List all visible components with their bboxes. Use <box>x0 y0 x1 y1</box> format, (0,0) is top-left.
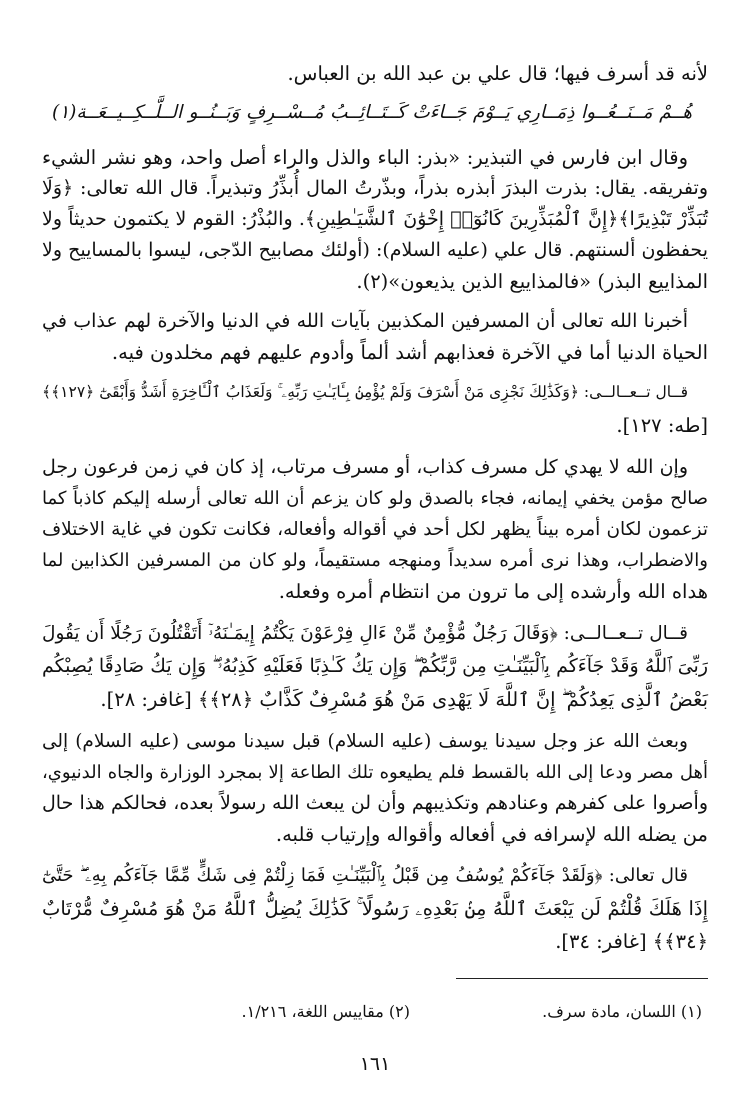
text-line: أهل مصر ودعا إلى الله بالقسط فلم يطيعوه تلك الطاعة إلا بمجرد الوزارة والجاه الدنيوي، <box>42 762 708 783</box>
poem-verse: هُــمْ مَــنَــعُــوا ذِمَــارِي يَــوْمَ جَــاءَتْ كَــتَــائِــبُ مُــسْــرِفٍ وَبَــنُــو الــلَّــكِــيــعَــة(١) <box>52 102 692 123</box>
footnote-divider <box>456 978 708 979</box>
quran-verse-line: بَعْضُ ٱلَّذِى يَعِدُكُمْ ۖ إِنَّ ٱللَّهَ لَا يَهْدِى مَنْ هُوَ مُسْرِفٌ كَذَّابٌ ﴿٢٨﴾﴾ [غافر: ٢٨]. <box>100 688 708 711</box>
text-line: والاضطراب، وهذا نرى أمره سديداً ومنهجه مستقيماً، ولو كان من المسرفين الكذابين لما <box>42 550 708 571</box>
text-line: يحفظون ألسنتهم. قال علي (عليه السلام): (أولئك مصابيح الدّجى، ليسوا بالمساييح ولا <box>42 239 708 261</box>
text-line: وإن الله لا يهدي كل مسرف كذاب، أو مسرف مرتاب، إذ كان في زمن فرعون رجل <box>42 456 688 478</box>
quran-verse-line: رَبِّىَ ٱللَّهُ وَقَدْ جَآءَكُم بِٱلْبَيِّنَـٰتِ مِن رَّبِّكُمْ ۖ وَإِن يَكُ كَـٰذِبًا فَعَلَيْهِ كَذِبُهُۥ ۖ وَإِن يَكُ صَادِقًا يُصِبْكُم <box>42 655 708 677</box>
text-line: وقال ابن فارس في التبذير: «بذر: الباء والذل والراء أصل واحد، وهو نشر الشيء <box>42 146 688 169</box>
quran-verse-line: إِذَا هَلَكَ قُلْتُمْ لَن يَبْعَثَ ٱللَّهُ مِنۢ بَعْدِهِۦ رَسُولًا ۚ كَذَٰلِكَ يُضِلُّ ٱللَّهُ مَنْ هُوَ مُسْرِفٌ مُّرْتَابٌ <box>42 897 708 920</box>
quran-reference: ﴿٣٤﴾﴾ [غافر: ٣٤]. <box>555 930 708 953</box>
text-line: تزعمون لكان أمره بيناً يظهر لكل أحد في أقواله وأفعاله، فكانت تكون في غاية الاختلاف <box>42 519 708 540</box>
text-line: تُبَذِّرْ تَبْذِيرًا﴾﴿إِنَّ ٱلْمُبَذِّرِينَ كَانُوٓا۟ إِخْوَٰنَ ٱلشَّيَـٰطِينِ﴾. والبُذْرُ: القوم لا يكتمون حديثاً ولا <box>42 208 708 230</box>
text-line: هداه الله وأرشده إلى ما ترون من انتظام أمره وفعله. <box>278 580 708 603</box>
footnote-1: (١) اللسان، مادة سرف. <box>542 1002 702 1021</box>
text-line: صالح مؤمن يخفي إيمانه، فجاء بالصدق ولو كان يزعم أن الله تعالى أرسله إليكم كاذباً كما <box>42 488 708 509</box>
page-number: ١٦١ <box>359 1053 391 1075</box>
text-line: وأصروا على كفرهم وعنادهم وتكذيبهم وأن لن يبعث الله رسولاً بعده، فحالكم هذا حال <box>42 792 708 814</box>
text-line: وتفريقه. يقال: بذرت البذرَ أبذره بذراً، وبذّرتُ المال أُبذِّرُ وتبذيراً. قال الله تعالى: ﴿وَلَا <box>42 177 708 199</box>
text-line: المذاييع البذر) «فالمذاييع الذين يذيعون»(٢). <box>356 270 708 293</box>
quran-verse-line: قال تعالى: ﴿وَلَقَدْ جَآءَكُمْ يُوسُفُ مِن قَبْلُ بِٱلْبَيِّنَـٰتِ فَمَا زِلْتُمْ فِى شَكٍّ مِّمَّا جَآءَكُم بِهِۦ ۖ حَتَّىٰٓ <box>42 865 688 886</box>
text-line: من يضله الله لإسرافه في أفعاله وأقواله وإرتياب قلبه. <box>275 823 708 846</box>
quran-verse-line: قــال تــعــالــى: ﴿وَقَالَ رَجُلٌ مُّؤْمِنٌ مِّنْ ءَالِ فِرْعَوْنَ يَكْتُمُ إِيمَـٰنَهُۥٓ أَتَقْتُلُونَ رَجُلًا أَن يَقُولَ <box>42 623 688 644</box>
text-line: لأنه قد أسرف فيها؛ قال علي بن عبد الله بن العباس. <box>287 62 708 85</box>
quran-reference: [طه: ١٢٧]. <box>616 414 708 437</box>
footnote-2: (٢) مقاييس اللغة، ١/٢١٦. <box>241 1002 410 1021</box>
text-line: أخبرنا الله تعالى أن المسرفين المكذبين بآيات الله في الدنيا والآخرة لهم عذاب في <box>42 310 688 332</box>
text-line: الحياة الدنيا أما في الآخرة فعذابهم أشد ألماً وأدوم عليهم فهم مخلدون فيه. <box>111 341 708 364</box>
quran-verse-line: قــال تــعــالــى: ﴿وَكَذَٰلِكَ نَجْزِى مَنْ أَسْرَفَ وَلَمْ يُؤْمِنۢ بِـَٔايَـٰتِ رَبِّهِۦ ۚ وَلَعَذَابُ ٱلْـَٔاخِرَةِ أَشَدُّ وَأَبْقَىٰٓ ﴿١٢٧﴾﴾ <box>42 383 688 401</box>
text-line: وبعث الله عز وجل سيدنا يوسف (عليه السلام) قبل سيدنا موسى (عليه السلام) إلى <box>42 731 688 752</box>
